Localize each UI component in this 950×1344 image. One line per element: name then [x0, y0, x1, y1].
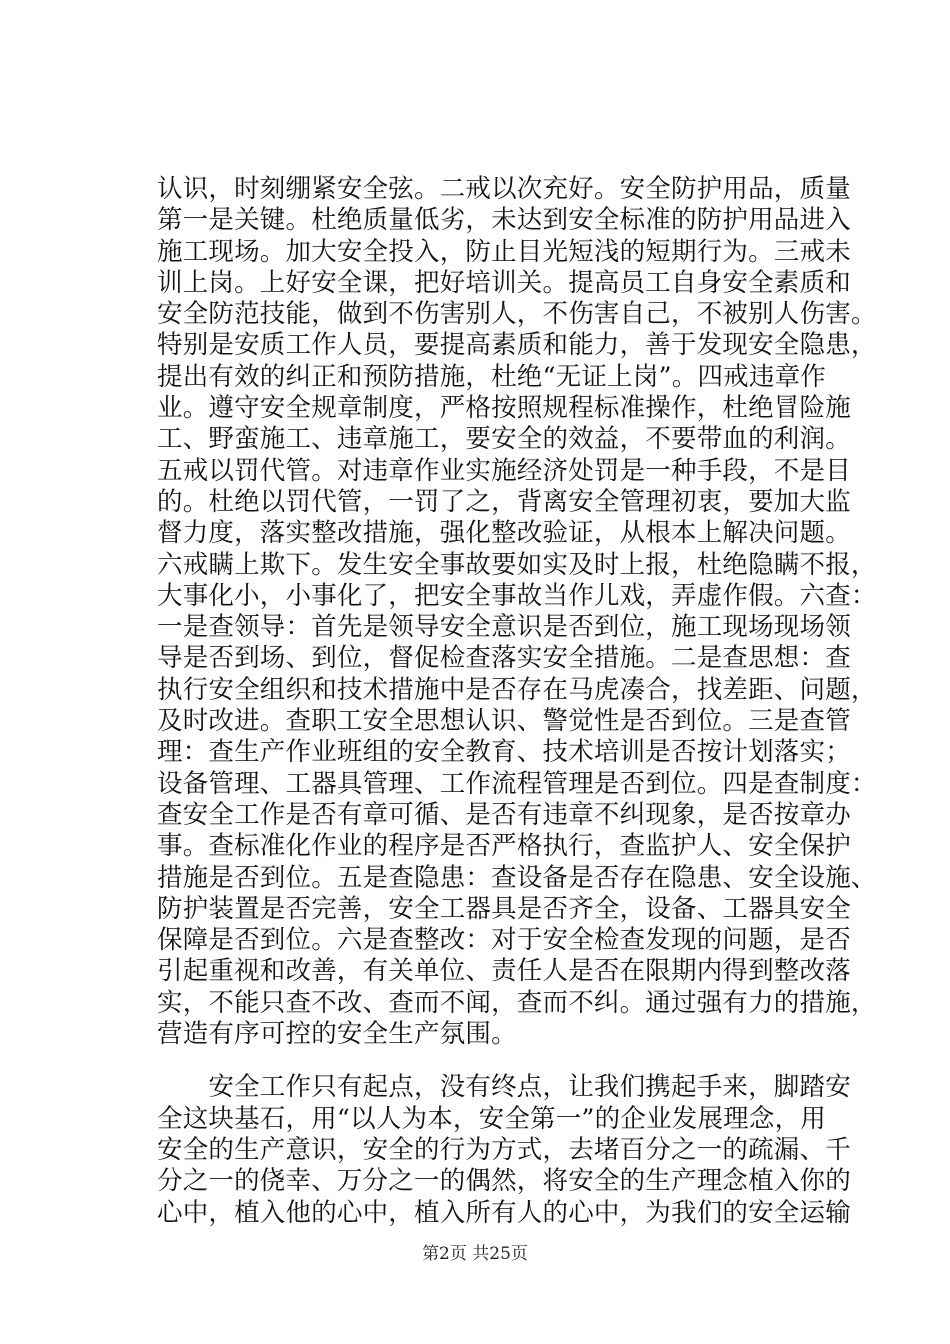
text-line: 安全防范技能，做到不伤害别人，不伤害自己，不被别人伤害。: [157, 299, 877, 330]
text-line: 大事化小，小事化了，把安全事故当作儿戏，弄虚作假。六查：: [157, 580, 877, 611]
text-line: 的。杜绝以罚代管，一罚了之，背离安全管理初衷，要加大监: [157, 486, 851, 517]
text-line: 一是查领导：首先是领导安全意识是否到位，施工现场现场领: [157, 612, 851, 643]
text-line: 安全的生产意识，安全的行为方式，去堵百分之一的疏漏、千: [157, 1134, 851, 1165]
text-line: 实，不能只查不改、查而不闻，查而不纠。通过强有力的措施，: [157, 987, 877, 1018]
text-line: 及时改进。查职工安全思想认识、警觉性是否到位。三是查管: [157, 706, 851, 737]
text-line: 督力度，落实整改措施，强化整改验证，从根本上解决问题。: [157, 518, 851, 549]
page-number-footer: 第2页 共25页: [422, 1244, 528, 1264]
text-line: 分之一的侥幸、万分之一的偶然，将安全的生产理念植入你的: [157, 1166, 851, 1197]
paragraph-gap: [157, 1050, 857, 1072]
text-line: 营造有序可控的安全生产氛围。: [157, 1019, 517, 1050]
text-line: 安全工作只有起点，没有终点，让我们携起手来，脚踏安: [157, 1072, 851, 1103]
paragraph-1: [157, 174, 877, 1050]
text-line: 训上岗。上好安全课，把好培训关。提高员工自身安全素质和: [157, 267, 851, 298]
text-line: 引起重视和改善，有关单位、责任人是否在限期内得到整改落: [157, 956, 851, 987]
text-line: 理：查生产作业班组的安全教育、技术培训是否按计划落实；: [157, 737, 851, 768]
text-line: 防护装置是否完善，安全工器具是否齐全，设备、工器具安全: [157, 893, 851, 924]
paragraph-2: [157, 1072, 857, 1228]
text-line: 提出有效的纠正和预防措施，杜绝“无证上岗”。四戒违章作: [157, 361, 826, 392]
text-line: 认识，时刻绷紧安全弦。二戒以次充好。安全防护用品，质量: [157, 174, 851, 204]
text-line: 第一是关键。杜绝质量低劣，未达到安全标准的防护用品进入: [157, 205, 851, 236]
text-line: 执行安全组织和技术措施中是否存在马虎凑合，找差距、问题，: [157, 674, 877, 705]
text-line: 心中，植入他的心中，植入所有人的心中，为我们的安全运输: [157, 1197, 851, 1228]
text-line: 施工现场。加大安全投入，防止目光短浅的短期行为。三戒未: [157, 236, 851, 267]
text-line: 工、野蛮施工、违章施工，要安全的效益，不要带血的利润。: [157, 424, 851, 455]
text-line: 特别是安质工作人员，要提高素质和能力，善于发现安全隐患，: [157, 330, 877, 361]
text-line: 业。遵守安全规章制度，严格按照规程标准操作，杜绝冒险施: [157, 393, 851, 424]
document-body: [157, 174, 877, 1229]
text-line: 事。查标准化作业的程序是否严格执行，查监护人、安全保护: [157, 831, 851, 862]
text-line: 查安全工作是否有章可循、是否有违章不纠现象，是否按章办: [157, 799, 851, 830]
text-line: 措施是否到位。五是查隐患：查设备是否存在隐患、安全设施、: [157, 862, 877, 893]
text-line: 导是否到场、到位，督促检查落实安全措施。二是查思想：查: [157, 643, 851, 674]
text-line: 六戒瞒上欺下。发生安全事故要如实及时上报，杜绝隐瞒不报，: [157, 549, 877, 580]
text-line: 保障是否到位。六是查整改：对于安全检查发现的问题，是否: [157, 925, 851, 956]
text-line: 设备管理、工器具管理、工作流程管理是否到位。四是查制度：: [157, 768, 877, 799]
text-line: 全这块基石，用“以人为本，安全第一”的企业发展理念，用: [157, 1103, 826, 1134]
text-line: 五戒以罚代管。对违章作业实施经济处罚是一种手段，不是目: [157, 455, 851, 486]
